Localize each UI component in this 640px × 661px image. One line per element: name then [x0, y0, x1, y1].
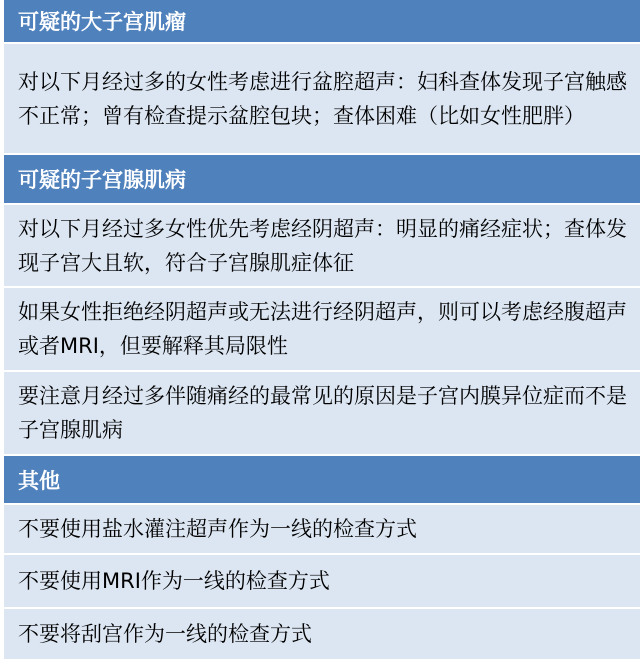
row-text: 对以下月经过多的女性考虑进行盆腔超声：妇科查体发现子宫触感不正常；曾有检查提示盆腔包块；查体困难（比如女性肥胖）	[18, 69, 627, 128]
table-row	[4, 609, 640, 661]
table-row	[4, 555, 640, 609]
table-row	[4, 205, 640, 288]
section-header-text: 可疑的大子宫肌瘤	[18, 10, 186, 34]
row-text: 如果女性拒绝经阴超声或无法进行经阴超声，则可以考虑经腹超声或者MRI，但要解释其局限性	[18, 300, 627, 358]
guideline-table	[4, 0, 640, 661]
row-text: 要注意月经过多伴随痛经的最常见的原因是子宫内膜异位症而不是子宫腺肌病	[18, 384, 627, 442]
section-header-other	[4, 456, 640, 505]
row-text: 不要使用盐水灌注超声作为一线的检查方式	[18, 517, 417, 541]
table-row	[4, 372, 640, 456]
table-row	[4, 505, 640, 555]
section-header-text: 其他	[18, 468, 60, 493]
table-row	[4, 44, 640, 155]
row-text: 不要将刮宫作为一线的检查方式	[18, 622, 312, 646]
section-header-adenomyosis	[4, 155, 640, 205]
section-header-text: 可疑的子宫腺肌病	[18, 168, 186, 192]
table-row	[4, 288, 640, 372]
section-header-fibroids	[4, 0, 640, 44]
row-text: 不要使用MRI作为一线的检查方式	[18, 569, 330, 593]
row-text: 对以下月经过多女性优先考虑经阴超声：明显的痛经症状；查体发现子宫大且软，符合子宫腺肌症体征	[18, 216, 627, 275]
